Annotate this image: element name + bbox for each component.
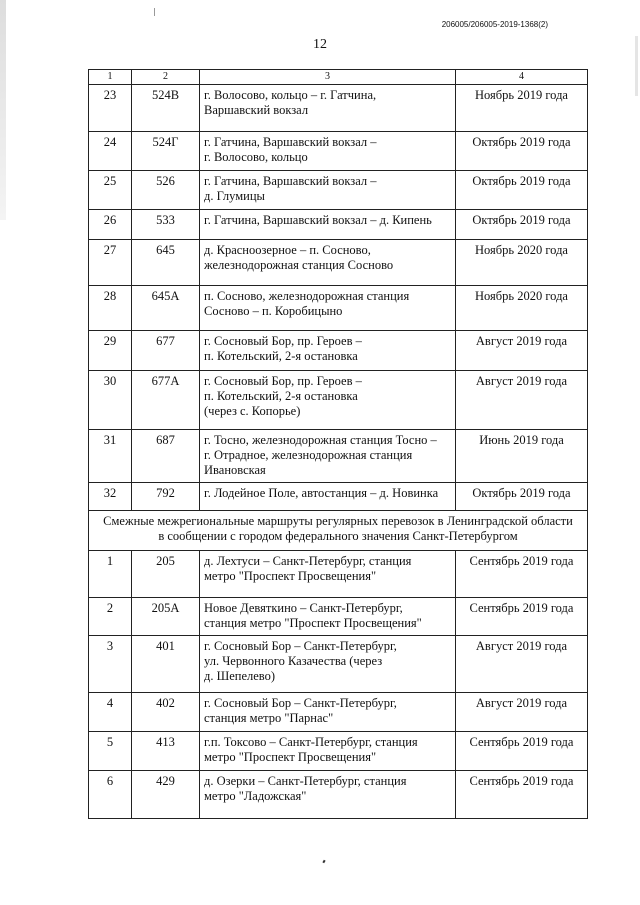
route-description-line: д. Глумицы bbox=[204, 189, 265, 203]
route-number: 524В bbox=[132, 85, 200, 132]
route-description-line: п. Сосново, железнодорожная станция bbox=[204, 289, 410, 303]
route-description-line: г. Тосно, железнодорожная станция Тосно – bbox=[204, 433, 437, 447]
route-number: 205А bbox=[132, 598, 200, 636]
route-number: 677А bbox=[132, 371, 200, 430]
route-description bbox=[200, 171, 456, 210]
table-row bbox=[89, 85, 588, 132]
route-number: 413 bbox=[132, 732, 200, 771]
row-number: 2 bbox=[89, 598, 132, 636]
route-number: 401 bbox=[132, 636, 200, 693]
route-description bbox=[200, 636, 456, 693]
route-description-line: метро "Ладожская" bbox=[204, 789, 307, 803]
start-date: Август 2019 года bbox=[456, 693, 588, 732]
section-heading-row bbox=[89, 511, 588, 551]
start-date: Сентябрь 2019 года bbox=[456, 598, 588, 636]
route-number: 677 bbox=[132, 331, 200, 371]
route-number: 402 bbox=[132, 693, 200, 732]
start-date: Ноябрь 2019 года bbox=[456, 85, 588, 132]
route-description-line: г. Лодейное Поле, автостанция – д. Новинка bbox=[204, 486, 439, 500]
scan-edge-shadow bbox=[0, 0, 6, 220]
routes-table bbox=[88, 69, 588, 819]
start-date: Октябрь 2019 года bbox=[456, 132, 588, 171]
route-description-line: г. Сосновый Бор – Санкт-Петербург, bbox=[204, 696, 397, 710]
table-row bbox=[89, 483, 588, 511]
start-date: Август 2019 года bbox=[456, 371, 588, 430]
route-description bbox=[200, 732, 456, 771]
row-number: 6 bbox=[89, 771, 132, 819]
table-row bbox=[89, 171, 588, 210]
page-number: 12 bbox=[313, 37, 327, 52]
scan-speck bbox=[154, 8, 155, 16]
route-description bbox=[200, 85, 456, 132]
route-description bbox=[200, 286, 456, 331]
route-description-line: метро "Проспект Просвещения" bbox=[204, 569, 377, 583]
row-number: 29 bbox=[89, 331, 132, 371]
route-number: 645А bbox=[132, 286, 200, 331]
route-description-line: г. Отрадное, железнодорожная станция bbox=[204, 448, 413, 462]
table-row bbox=[89, 331, 588, 371]
table-row bbox=[89, 693, 588, 732]
route-description-line: д. Лехтуси – Санкт-Петербург, станция bbox=[204, 554, 412, 568]
route-description-line: д. Красноозерное – п. Сосново, bbox=[204, 243, 371, 257]
row-number: 23 bbox=[89, 85, 132, 132]
row-number: 28 bbox=[89, 286, 132, 331]
header-col-2: 2 bbox=[132, 70, 200, 85]
route-description-line: (через с. Копорье) bbox=[204, 404, 301, 418]
route-description-line: метро "Проспект Просвещения" bbox=[204, 750, 377, 764]
route-description-line: г. Сосновый Бор – Санкт-Петербург, bbox=[204, 639, 397, 653]
start-date: Октябрь 2019 года bbox=[456, 210, 588, 240]
table-row bbox=[89, 210, 588, 240]
start-date: Август 2019 года bbox=[456, 331, 588, 371]
route-number: 687 bbox=[132, 430, 200, 483]
route-number: 526 bbox=[132, 171, 200, 210]
table-row bbox=[89, 771, 588, 819]
row-number: 1 bbox=[89, 551, 132, 598]
start-date: Август 2019 года bbox=[456, 636, 588, 693]
route-description-line: г. Волосово, кольцо bbox=[204, 150, 308, 164]
route-description-line: г. Сосновый Бор, пр. Героев – bbox=[204, 334, 362, 348]
row-number: 26 bbox=[89, 210, 132, 240]
start-date: Сентябрь 2019 года bbox=[456, 732, 588, 771]
table-row bbox=[89, 286, 588, 331]
route-description bbox=[200, 240, 456, 286]
table-row bbox=[89, 132, 588, 171]
route-description-line: Ивановская bbox=[204, 463, 266, 477]
route-description-line: г.п. Токсово – Санкт-Петербург, станция bbox=[204, 735, 418, 749]
header-col-4: 4 bbox=[456, 70, 588, 85]
start-date: Октябрь 2019 года bbox=[456, 483, 588, 511]
row-number: 24 bbox=[89, 132, 132, 171]
start-date: Сентябрь 2019 года bbox=[456, 771, 588, 819]
route-description bbox=[200, 132, 456, 171]
table-row bbox=[89, 636, 588, 693]
table-row bbox=[89, 598, 588, 636]
start-date: Октябрь 2019 года bbox=[456, 171, 588, 210]
row-number: 3 bbox=[89, 636, 132, 693]
start-date: Июнь 2019 года bbox=[456, 430, 588, 483]
route-description-line: п. Котельский, 2-я остановка bbox=[204, 389, 358, 403]
route-description-line: г. Гатчина, Варшавский вокзал – bbox=[204, 174, 377, 188]
table-header-row bbox=[89, 70, 588, 85]
route-description-line: Варшавский вокзал bbox=[204, 103, 309, 117]
route-number: 533 bbox=[132, 210, 200, 240]
row-number: 30 bbox=[89, 371, 132, 430]
table-row bbox=[89, 551, 588, 598]
route-description bbox=[200, 371, 456, 430]
row-number: 31 bbox=[89, 430, 132, 483]
route-number: 205 bbox=[132, 551, 200, 598]
route-description-line: д. Шепелево) bbox=[204, 669, 276, 683]
header-col-3: 3 bbox=[200, 70, 456, 85]
route-description bbox=[200, 430, 456, 483]
row-number: 27 bbox=[89, 240, 132, 286]
table-row bbox=[89, 240, 588, 286]
route-number: 524Г bbox=[132, 132, 200, 171]
route-description-line: г. Гатчина, Варшавский вокзал – bbox=[204, 135, 377, 149]
header-col-1: 1 bbox=[89, 70, 132, 85]
route-description-line: Новое Девяткино – Санкт-Петербург, bbox=[204, 601, 403, 615]
row-number: 25 bbox=[89, 171, 132, 210]
route-description bbox=[200, 483, 456, 511]
section-heading-line: Смежные межрегиональные маршруты регулярных перевозок в Ленинградской области bbox=[103, 514, 573, 528]
document-code: 206005/206005-2019-1368(2) bbox=[441, 20, 548, 29]
route-description-line: г. Волосово, кольцо – г. Гатчина, bbox=[204, 88, 377, 102]
table-row bbox=[89, 371, 588, 430]
row-number: 32 bbox=[89, 483, 132, 511]
route-number: 645 bbox=[132, 240, 200, 286]
route-description-line: г. Сосновый Бор, пр. Героев – bbox=[204, 374, 362, 388]
route-description bbox=[200, 210, 456, 240]
start-date: Ноябрь 2020 года bbox=[456, 240, 588, 286]
route-description bbox=[200, 551, 456, 598]
section-heading bbox=[89, 511, 588, 551]
route-number: 429 bbox=[132, 771, 200, 819]
route-description-line: станция метро "Парнас" bbox=[204, 711, 334, 725]
route-description-line: ул. Червонного Казачества (через bbox=[204, 654, 383, 668]
route-description-line: железнодорожная станция Сосново bbox=[204, 258, 394, 272]
route-description-line: станция метро "Проспект Просвещения" bbox=[204, 616, 422, 630]
route-description bbox=[200, 331, 456, 371]
table-row bbox=[89, 732, 588, 771]
route-description bbox=[200, 771, 456, 819]
route-description-line: д. Озерки – Санкт-Петербург, станция bbox=[204, 774, 407, 788]
route-number: 792 bbox=[132, 483, 200, 511]
route-description-line: г. Гатчина, Варшавский вокзал – д. Кипень bbox=[204, 213, 432, 227]
table-row bbox=[89, 430, 588, 483]
route-description-line: п. Котельский, 2-я остановка bbox=[204, 349, 358, 363]
start-date: Сентябрь 2019 года bbox=[456, 551, 588, 598]
route-description bbox=[200, 598, 456, 636]
section-heading-line: в сообщении с городом федерального значения Санкт-Петербургом bbox=[158, 529, 518, 543]
route-description-line: Сосново – п. Коробицыно bbox=[204, 304, 343, 318]
route-description bbox=[200, 693, 456, 732]
row-number: 4 bbox=[89, 693, 132, 732]
scan-speck bbox=[322, 860, 325, 864]
row-number: 5 bbox=[89, 732, 132, 771]
start-date: Ноябрь 2020 года bbox=[456, 286, 588, 331]
